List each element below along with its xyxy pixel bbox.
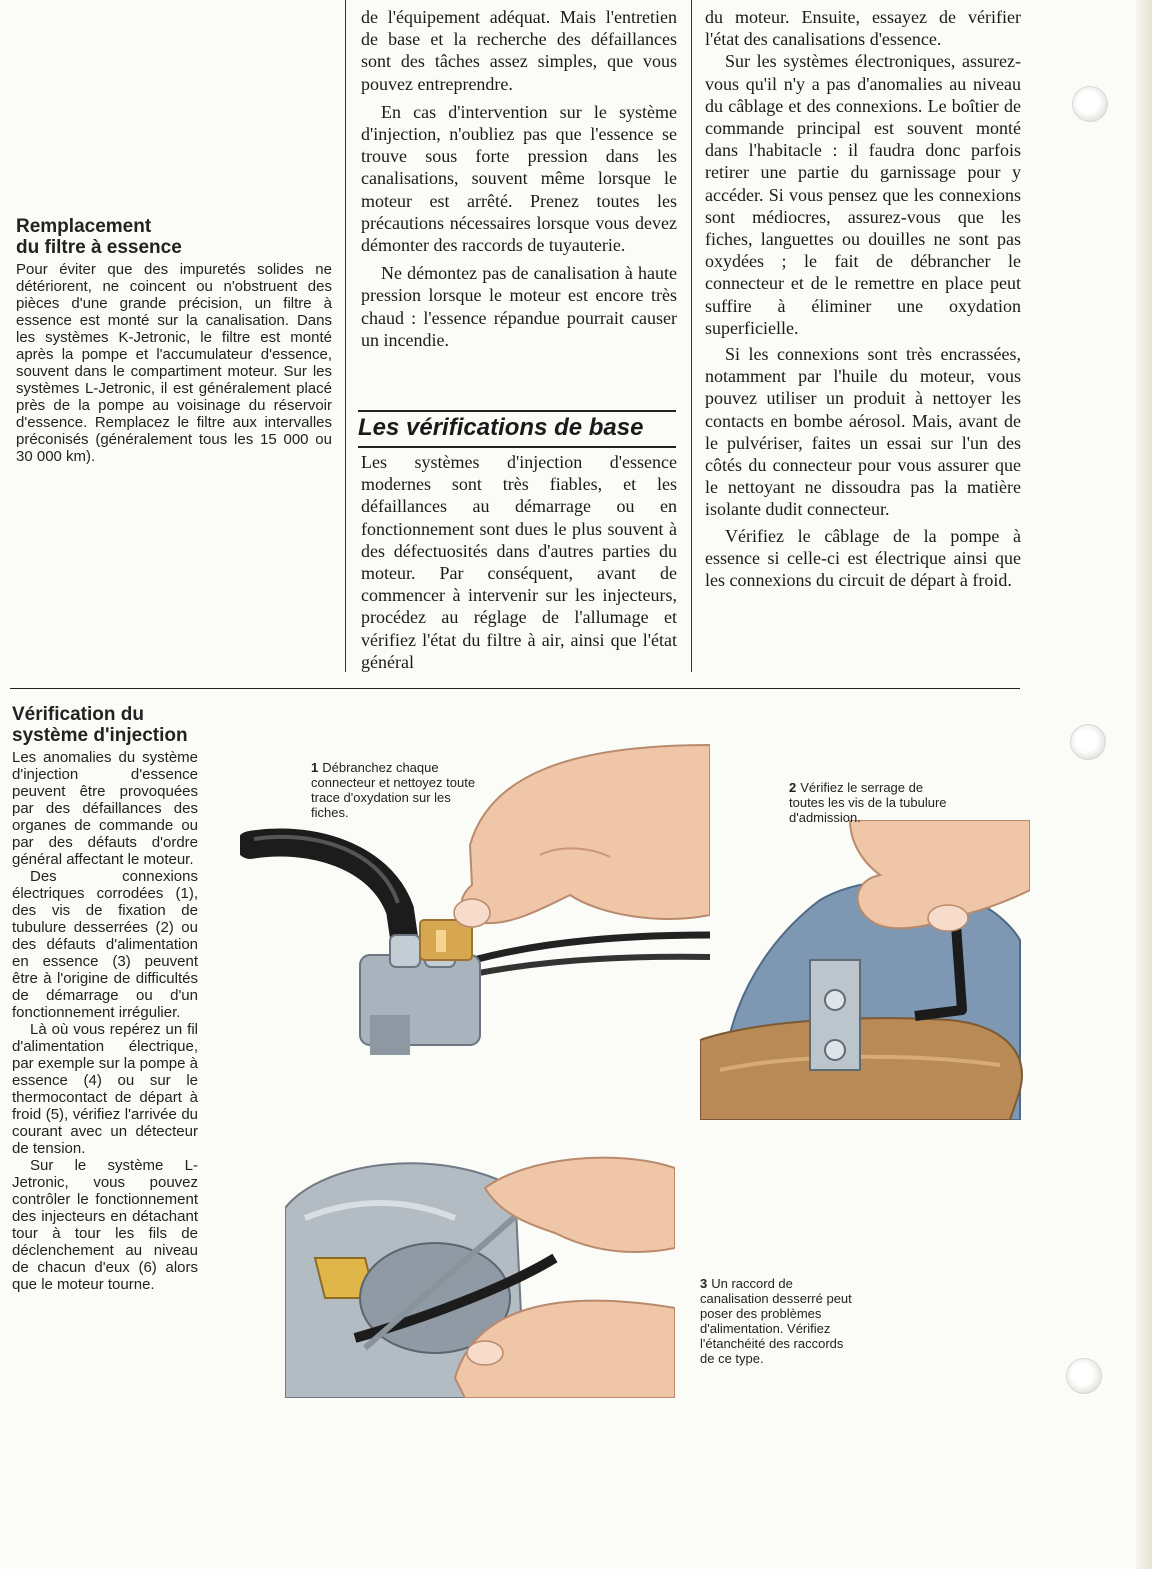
caption-1-text: Débranchez chaque connecteur et nettoyez toute trace d'oxydation sur les fiches. <box>311 760 476 820</box>
caption-1-number: 1 <box>311 760 319 775</box>
article-column-middle <box>361 6 677 351</box>
illustration-fuel-connector <box>285 1148 675 1398</box>
punch-hole-middle <box>1070 724 1106 760</box>
sidebar-injection-paragraph-2: Des connexions électriques corrodées (1), des vis de fixation de tubulure desserrées (2) ou des défauts d'alimentation en essence (3) peuvent être à l'origine de difficultés de démarrage ou d'un fonctionnement irrégulier. <box>12 868 198 1021</box>
sidebar-filter-title-2: du filtre à essence <box>16 237 182 258</box>
caption-1 <box>311 760 481 820</box>
middle-paragraph-3: Ne démontez pas de canalisation à haute pression lorsque le moteur est encore très chaud : l'essence répandue pourrait causer un incendie. <box>361 263 677 350</box>
middle-paragraph-1: de l'équipement adéquat. Mais l'entretien de base et la recherche des défaillances sont des tâches assez simples, que vous pouvez entreprendre. <box>361 7 677 94</box>
punch-hole-top <box>1072 86 1108 122</box>
middle-paragraph-2: En cas d'intervention sur le système d'injection, n'oubliez pas que l'essence se trouve sous forte pression dans les canalisations, souvent même lorsque le moteur est arrêté. Prenez toutes les précautions nécessaires lorsque vous devez démonter des raccords de tuyauterie. <box>361 101 677 256</box>
right-paragraph-1: du moteur. Ensuite, essayez de vérifier l'état des canalisations d'essence. <box>705 7 1021 50</box>
sidebar-filter <box>16 216 332 465</box>
right-paragraph-4: Vérifiez le câblage de la pompe à essence si celle-ci est électrique ainsi que les connexions du circuit de départ à froid. <box>705 525 1021 591</box>
caption-3-text: Un raccord de canalisation desserré peut poser des problèmes d'alimentation. Vérifiez l'étanchéité des raccords de ce type. <box>700 1276 852 1366</box>
column-rule-right <box>691 0 692 672</box>
caption-2-number: 2 <box>789 780 797 795</box>
caption-2-text: Vérifiez le serrage de toutes les vis de la tubulure d'admission. <box>789 780 947 825</box>
sidebar-injection-paragraph-3: Là où vous repérez un fil d'alimentation électrique, par exemple sur la pompe à essence (4) ou sur le thermocontact de départ à froid (5), vérifiez l'arrivée du courant avec un détecteur de tension. <box>12 1021 198 1157</box>
section-title-basic-checks: Les vérifications de base <box>358 410 676 448</box>
caption-3 <box>700 1276 860 1366</box>
page-edge <box>1136 0 1152 1569</box>
right-paragraph-2: Sur les systèmes électroniques, assurez-vous qu'il n'y a pas d'anomalies au niveau du câblage et des connexions. Le boîtier de commande principal est souvent monté dans l'habitacle : il faudra donc parfois retirer une partie du garnissage pour y accéder. Si vous pensez que les connexions sont médiocres, assurez-vous que les fiches, languettes ou douilles ne sont pas oxydées ; le fait de débrancher le connecteur et de le remettre en place peut suffire à éliminer une oxydation superficielle. <box>705 51 1021 338</box>
sidebar-injection-paragraph-1: Les anomalies du système d'injection d'essence peuvent être provoquées par des défaillances des organes de commande ou par des défauts d'ordre général affectant le moteur. <box>12 749 198 868</box>
caption-3-number: 3 <box>700 1276 708 1291</box>
sidebar-injection-paragraph-4: Sur le système L-Jetronic, vous pouvez contrôler le fonctionnement des injecteurs en détachant tour à tour les fils de déclenchement au niveau de chacun d'eux (6) alors que le moteur tourne. <box>12 1157 198 1293</box>
section-divider <box>10 688 1020 689</box>
article-column-middle-lower <box>361 451 677 673</box>
middle-paragraph-4: Les systèmes d'injection d'essence modernes sont très fiables, et les défaillances au démarrage ou en fonctionnement sont dues le plus souvent à des défectuosités dans d'autres parties du moteur. Par conséquent, avant de commencer à intervenir sur les injecteurs, procédez au réglage de l'allumage et vérifiez l'état du filtre à air, ainsi que l'état général <box>361 452 677 672</box>
right-paragraph-3: Si les connexions sont très encrassées, notamment par l'huile du moteur, vous pouvez utiliser un produit à nettoyer les contacts en bombe aérosol. Mais, avant de le pulvériser, faites un essai sur l'un des côtés du connecteur pour vous assurer que le nettoyant ne dissoudra pas la matière isolante dudit connecteur. <box>705 344 1021 520</box>
caption-2 <box>789 780 954 825</box>
sidebar-injection-title-2: système d'injection <box>12 725 188 746</box>
illustration-manifold-screws <box>700 820 1030 1120</box>
article-column-right <box>705 6 1021 591</box>
sidebar-injection-title-1: Vérification du <box>12 704 144 725</box>
punch-hole-bottom <box>1066 1358 1102 1394</box>
sidebar-filter-body: Pour éviter que des impuretés solides ne détériorent, ne coincent ou n'obstruent des pièces d'une grande précision, un filtre à essence est monté sur la canalisation. Dans les systèmes K-Jetronic, le filtre est monté après la pompe et l'accumulateur d'essence, souvent dans le compartiment moteur. Sur les systèmes L-Jetronic, il est généralement placé près de la pompe au voisinage du réservoir d'essence. Remplacez le filtre aux intervalles préconisés (généralement tous les 15 000 ou 30 000 km). <box>16 261 332 465</box>
column-rule-left <box>345 0 346 672</box>
sidebar-injection <box>12 704 198 1293</box>
sidebar-filter-title-1: Remplacement <box>16 216 152 237</box>
